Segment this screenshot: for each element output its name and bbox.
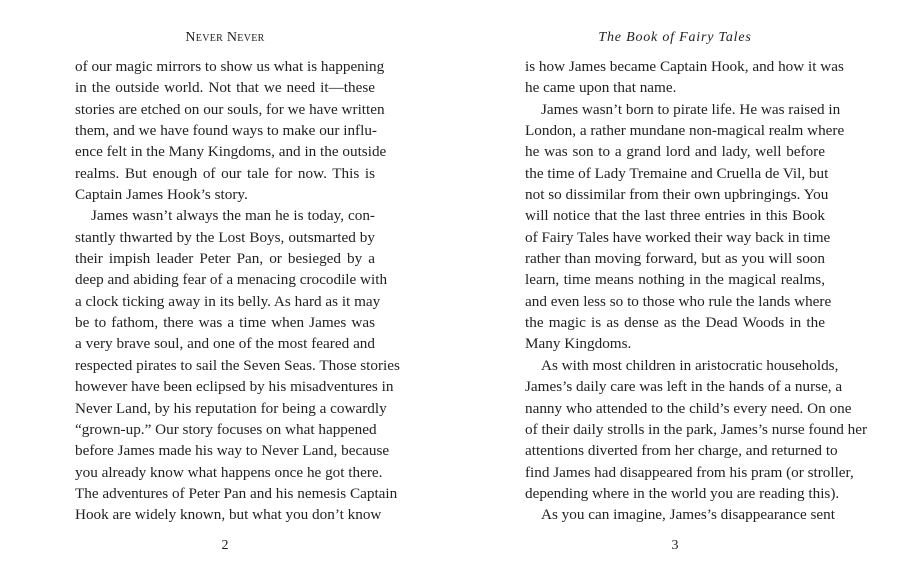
text-line: of Fairy Tales have worked their way back in time <box>525 228 831 246</box>
text-line: “grown-up.” Our story focuses on what happened <box>75 420 377 438</box>
text-line: a clock ticking away in its belly. As hard as it may <box>75 292 381 310</box>
text-line: he was son to a grand lord and lady, well before <box>525 143 825 161</box>
text-line: in the outside world. Not that we need it—these <box>75 79 375 97</box>
paragraph <box>75 205 400 525</box>
text-line: and even less so to those who rule the lands where <box>525 292 832 310</box>
text-line: James wasn’t born to pirate life. He was raised in <box>541 100 841 118</box>
text-line: a very brave soul, and one of the most feared and <box>75 335 375 353</box>
text-line: stories are etched on our souls, for we have written <box>75 100 385 118</box>
text-line: he came upon that name. <box>525 79 677 97</box>
text-line: you already know what happens once he got there. <box>75 463 383 481</box>
text-line: Captain James Hook’s story. <box>75 186 248 204</box>
text-line: the magic is as dense as the Dead Woods in the <box>525 314 825 332</box>
running-head-book-title: Never Never <box>185 30 265 45</box>
text-line: deep and abiding fear of a menacing crocodile with <box>75 271 388 289</box>
text-line: however have been eclipsed by his misadventures in <box>75 378 394 396</box>
paragraph <box>75 56 387 205</box>
paragraph <box>525 99 845 355</box>
text-line: As with most children in aristocratic households, <box>541 356 839 374</box>
running-head-chapter-title: The Book of Fairy Tales <box>598 30 752 45</box>
paragraph <box>525 56 844 99</box>
text-line: the time of Lady Tremaine and Cruella de Vil, but <box>525 164 829 182</box>
text-line: learn, time means nothing in the magical realms, <box>525 271 825 289</box>
text-line: find James had disappeared from his pram (or stroller, <box>525 463 854 481</box>
right-page <box>525 0 868 573</box>
text-line: Hook are widely known, but what you don’t know <box>75 506 382 524</box>
text-line: As you can imagine, James’s disappearance sent <box>541 506 835 524</box>
text-line: James wasn’t always the man he is today, con- <box>91 207 375 225</box>
text-line: respected pirates to sail the Seven Seas. Those stories <box>75 356 400 374</box>
text-line: before James made his way to Never Land, because <box>75 442 390 460</box>
text-line: not so dissimilar from their own upbringings. You <box>525 186 829 204</box>
text-line: will notice that the last three entries in this Book <box>525 207 825 225</box>
paragraph <box>525 504 835 525</box>
text-line: London, a rather mundane non-magical realm where <box>525 122 845 140</box>
text-line: James’s daily care was left in the hands of a nurse, a <box>525 378 843 396</box>
text-line: realms. But enough of our tale for now. This is <box>75 164 375 182</box>
text-line: Never Land, by his reputation for being a cowardly <box>75 399 387 417</box>
text-line: ence felt in the Many Kingdoms, and in the outside <box>75 143 387 161</box>
text-line: The adventures of Peter Pan and his nemesis Captain <box>75 484 398 502</box>
text-line: nanny who attended to the child’s every need. On one <box>525 399 852 417</box>
text-line: rather than moving forward, but as you will soon <box>525 250 825 268</box>
text-line: of their daily strolls in the park, James’s nurse found her <box>525 420 868 438</box>
text-line: Many Kingdoms. <box>525 335 632 353</box>
text-line: attentions diverted from her charge, and returned to <box>525 442 838 460</box>
page-body <box>75 56 400 526</box>
page-body <box>525 56 868 526</box>
text-line: them, and we have found ways to make our influ- <box>75 122 377 140</box>
text-line: is how James became Captain Hook, and how it was <box>525 58 844 75</box>
page-number: 3 <box>671 538 679 553</box>
left-page <box>75 0 400 573</box>
text-line: of our magic mirrors to show us what is happening <box>75 58 385 75</box>
text-line: stantly thwarted by the Lost Boys, outsmarted by <box>75 228 375 246</box>
text-line: depending where in the world you are reading this). <box>525 484 840 502</box>
paragraph <box>525 355 868 504</box>
text-line: be to fathom, there was a time when James was <box>75 314 375 332</box>
text-line: their impish leader Peter Pan, or besieged by a <box>75 250 375 268</box>
page-number: 2 <box>221 538 229 553</box>
